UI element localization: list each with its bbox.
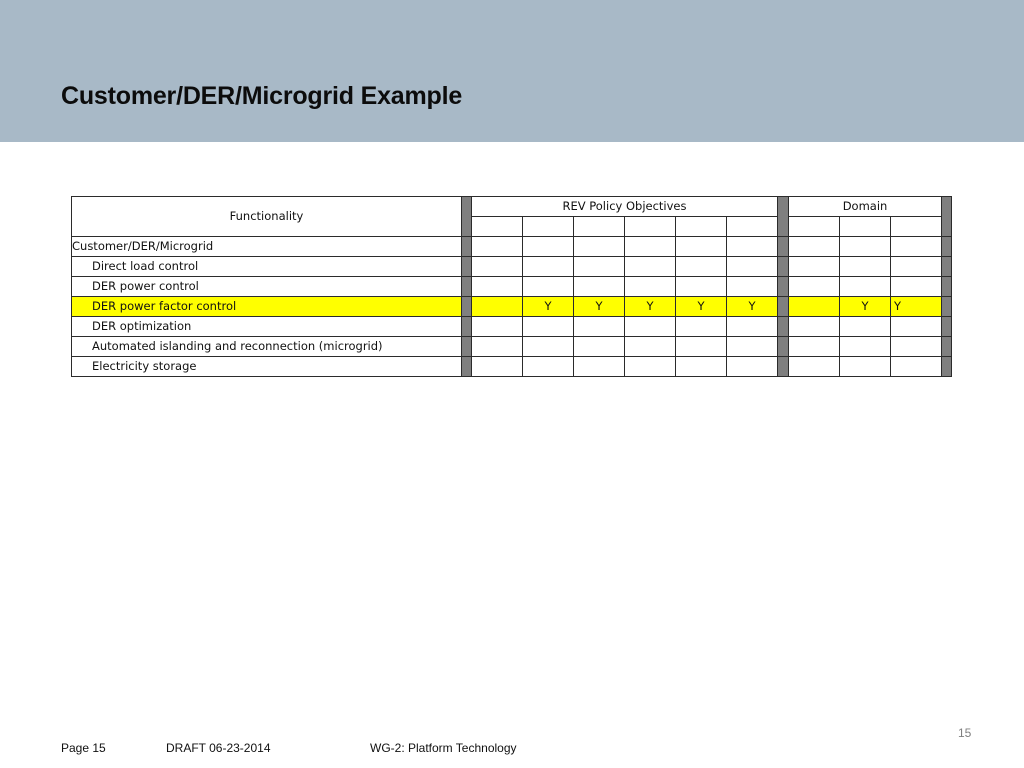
domain-header: Domain [789,197,942,217]
separator-column [778,317,789,337]
policy-cell [676,257,727,277]
policy-cell [727,317,778,337]
separator-column [942,337,952,357]
policy-cell [625,257,676,277]
domain-cell [789,277,840,297]
policy-cell [472,297,523,317]
separator-column [778,257,789,277]
domain-cell [840,277,891,297]
row-label: DER power control [72,277,462,297]
domain-cell [840,257,891,277]
policy-cell: Y [727,297,778,317]
policy-cell [472,337,523,357]
column-header-line [807,217,822,218]
table-row [72,317,952,337]
domain-column-header [789,217,840,237]
separator-column [942,317,952,337]
policy-cell [676,277,727,297]
policy-column-header [727,217,778,237]
policy-cell [523,337,574,357]
row-label: DER power factor control [72,297,462,317]
separator-column [462,277,472,297]
policy-column-header [676,217,727,237]
column-header-line [909,217,924,218]
empty-cell [727,237,778,257]
separator-column [778,337,789,357]
policy-cell: Y [523,297,574,317]
domain-cell [840,337,891,357]
policy-cell [727,337,778,357]
separator-column [462,317,472,337]
policy-cell [523,277,574,297]
domain-cell [789,257,840,277]
column-header-text [858,217,873,218]
policy-cell [574,337,625,357]
column-header-text [592,217,607,218]
empty-cell [840,237,891,257]
table-row [72,277,952,297]
separator-column [778,297,789,317]
separator-column [778,277,789,297]
domain-cell [891,357,942,377]
separator-column [942,197,952,237]
separator-column [778,237,789,257]
policy-cell [727,277,778,297]
domain-cell [840,317,891,337]
empty-cell [574,237,625,257]
footer-group: WG-2: Platform Technology [370,741,517,755]
policy-cell [523,357,574,377]
policy-cell [472,357,523,377]
policy-cell [574,317,625,337]
domain-cell [891,337,942,357]
domain-cell: Y [840,297,891,317]
separator-column [942,257,952,277]
separator-column [462,237,472,257]
domain-cell [789,337,840,357]
column-header-text [643,217,658,218]
policy-column-header [625,217,676,237]
functionality-header: Functionality [72,197,462,237]
separator-column [462,197,472,237]
policy-column-header [574,217,625,237]
domain-cell [789,357,840,377]
separator-column [462,257,472,277]
column-header-text [909,217,924,218]
column-header-line [745,217,760,218]
empty-cell [789,237,840,257]
policy-column-header [523,217,574,237]
policy-cell [727,357,778,377]
policy-cell [727,257,778,277]
column-header-line [592,217,607,218]
column-header-line [694,217,709,218]
column-header-text [807,217,822,218]
policy-cell [625,357,676,377]
domain-cell [891,317,942,337]
policy-cell [625,317,676,337]
separator-column [462,297,472,317]
policy-cell [472,257,523,277]
policy-cell: Y [676,297,727,317]
separator-column [778,197,789,237]
header-band [0,0,1024,142]
empty-cell [472,237,523,257]
separator-column [942,237,952,257]
empty-cell [891,237,942,257]
policy-cell [574,257,625,277]
row-label: Automated islanding and reconnection (microgrid) [72,337,462,357]
slide-title: Customer/DER/Microgrid Example [61,82,463,110]
column-header-line [858,217,873,218]
domain-cell [789,297,840,317]
column-header-text [745,217,760,218]
policy-cell [574,277,625,297]
policy-column-header [472,217,523,237]
section-row [72,237,952,257]
functionality-matrix [71,196,952,377]
column-header-line [643,217,658,218]
separator-column [942,277,952,297]
policy-cell [574,357,625,377]
empty-cell [523,237,574,257]
separator-column [462,357,472,377]
domain-cell [891,277,942,297]
separator-column [462,337,472,357]
table-row [72,337,952,357]
group-header-row [72,197,952,217]
policy-cell [625,277,676,297]
row-label: DER optimization [72,317,462,337]
policy-cell [676,317,727,337]
section-label: Customer/DER/Microgrid [72,237,462,257]
policy-cell [625,337,676,357]
separator-column [778,357,789,377]
policy-cell [676,357,727,377]
policy-cell [472,317,523,337]
domain-cell: Y [891,297,942,317]
table-row [72,257,952,277]
policy-cell [523,317,574,337]
page-number: 15 [958,726,972,740]
policy-cell: Y [574,297,625,317]
footer-draft: DRAFT 06-23-2014 [166,741,271,755]
domain-column-header [891,217,942,237]
domain-cell [789,317,840,337]
table-row [72,297,952,317]
rev-policy-objectives-header: REV Policy Objectives [472,197,778,217]
footer-page: Page 15 [61,741,106,755]
empty-cell [676,237,727,257]
column-header-text [694,217,709,218]
policy-cell [523,257,574,277]
domain-column-header [840,217,891,237]
policy-cell [472,277,523,297]
row-label: Direct load control [72,257,462,277]
table-row [72,357,952,377]
separator-column [942,357,952,377]
empty-cell [625,237,676,257]
domain-cell [891,257,942,277]
row-label: Electricity storage [72,357,462,377]
policy-cell: Y [625,297,676,317]
domain-cell [840,357,891,377]
separator-column [942,297,952,317]
policy-cell [676,337,727,357]
